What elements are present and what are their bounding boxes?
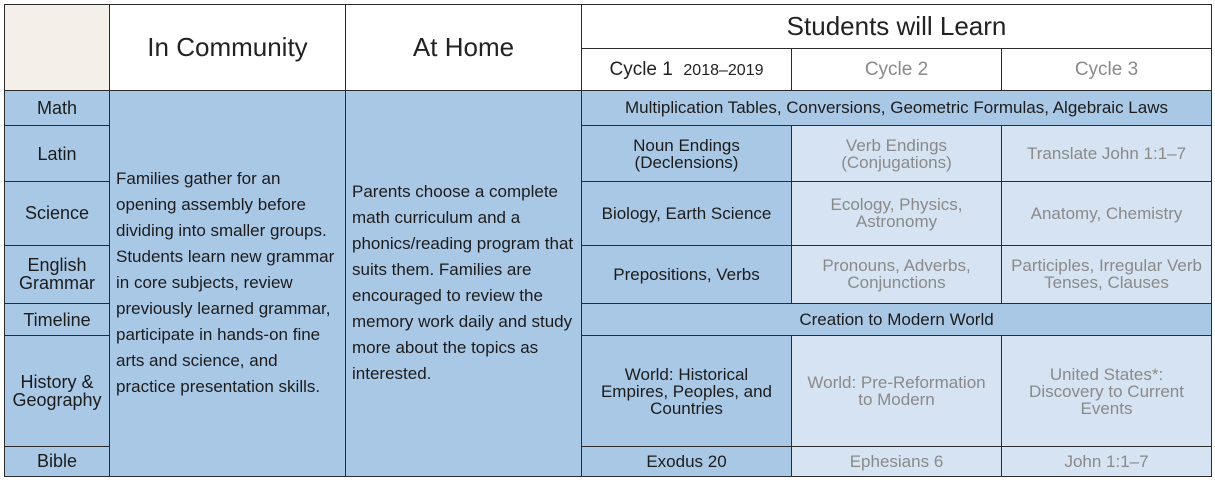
science-c2-line-1: Ecology, Physics, bbox=[830, 195, 963, 215]
bible-cycle-2: Ephesians 6 bbox=[792, 446, 1002, 476]
latin-cycle-1 bbox=[582, 126, 792, 182]
latin-cycle-2 bbox=[792, 126, 1002, 182]
science-c2-line-2: Astronomy bbox=[855, 212, 938, 232]
english-c3-line-2: Tenses, Clauses bbox=[1044, 273, 1169, 293]
history-c3-line-3: Events bbox=[1080, 398, 1133, 418]
cycle-1-header bbox=[582, 49, 792, 90]
history-c1-line-1: World: Historical bbox=[624, 364, 749, 384]
in-community-header: In Community bbox=[110, 5, 346, 91]
history-c1-line-3: Countries bbox=[650, 398, 723, 418]
latin-cycle-3: Translate John 1:1–7 bbox=[1002, 126, 1212, 182]
math-all-cycles: Multiplication Tables, Conversions, Geometric Formulas, Algebraic Laws bbox=[582, 90, 1212, 125]
science-cycle-3: Anatomy, Chemistry bbox=[1002, 181, 1212, 245]
english-c2-line-2: Conjunctions bbox=[847, 273, 946, 293]
subject-history-geography bbox=[5, 336, 110, 446]
bible-cycle-1: Exodus 20 bbox=[582, 446, 792, 476]
students-will-learn-header: Students will Learn bbox=[582, 5, 1212, 49]
history-cycle-1 bbox=[582, 336, 792, 446]
history-c2-line-1: World: Pre-Reformation bbox=[807, 373, 986, 393]
science-cycle-2 bbox=[792, 181, 1002, 245]
history-c2-line-2: to Modern bbox=[858, 390, 935, 410]
at-home-header: At Home bbox=[346, 5, 582, 91]
subject-timeline: Timeline bbox=[5, 304, 110, 336]
curriculum-table bbox=[4, 4, 1212, 477]
history-c1-line-2: Empires, Peoples, and bbox=[600, 381, 773, 401]
english-c2-line-1: Pronouns, Adverbs, bbox=[822, 256, 971, 276]
corner-blank-cell bbox=[5, 5, 110, 91]
latin-c2-line-2: (Conjugations) bbox=[841, 152, 952, 172]
subject-bible: Bible bbox=[5, 446, 110, 476]
science-cycle-1: Biology, Earth Science bbox=[582, 181, 792, 245]
english-cycle-1: Prepositions, Verbs bbox=[582, 245, 792, 304]
history-cycle-3 bbox=[1002, 336, 1212, 446]
subject-latin: Latin bbox=[5, 126, 110, 182]
history-label-line-2: Geography bbox=[12, 390, 102, 411]
english-c3-line-1: Participles, Irregular Verb bbox=[1011, 256, 1202, 276]
timeline-all-cycles: Creation to Modern World bbox=[582, 304, 1212, 336]
history-c3-line-2: Discovery to Current bbox=[1029, 381, 1184, 401]
cycle-1-year: 2018–2019 bbox=[683, 61, 764, 79]
english-label-line-1: English bbox=[27, 255, 87, 276]
at-home-description: Parents choose a complete math curriculum and a phonics/reading program that suits them. Families are encouraged to review the memory work daily and study more about the topics as interested. bbox=[346, 90, 582, 476]
latin-c1-line-1: Noun Endings bbox=[633, 135, 740, 155]
subject-english-grammar bbox=[5, 245, 110, 304]
cycle-2-header: Cycle 2 bbox=[792, 49, 1002, 90]
subject-math: Math bbox=[5, 90, 110, 125]
bible-cycle-3: John 1:1–7 bbox=[1002, 446, 1212, 476]
english-cycle-3 bbox=[1002, 245, 1212, 304]
subject-science: Science bbox=[5, 181, 110, 245]
latin-c2-line-1: Verb Endings bbox=[845, 135, 948, 155]
history-c3-line-1: United States*: bbox=[1049, 364, 1164, 384]
cycle-3-header: Cycle 3 bbox=[1002, 49, 1212, 90]
history-label-line-1: History & bbox=[20, 372, 94, 393]
latin-c1-line-2: (Declensions) bbox=[634, 152, 739, 172]
history-cycle-2 bbox=[792, 336, 1002, 446]
english-cycle-2 bbox=[792, 245, 1002, 304]
in-community-description: Families gather for an opening assembly before dividing into smaller groups. Students learn new grammar in core subjects, review previously learned grammar, participate in hands-on fine arts and science, and practice presentation skills. bbox=[110, 90, 346, 476]
english-label-line-2: Grammar bbox=[19, 273, 95, 294]
cycle-1-label: Cycle 1 bbox=[609, 58, 673, 80]
